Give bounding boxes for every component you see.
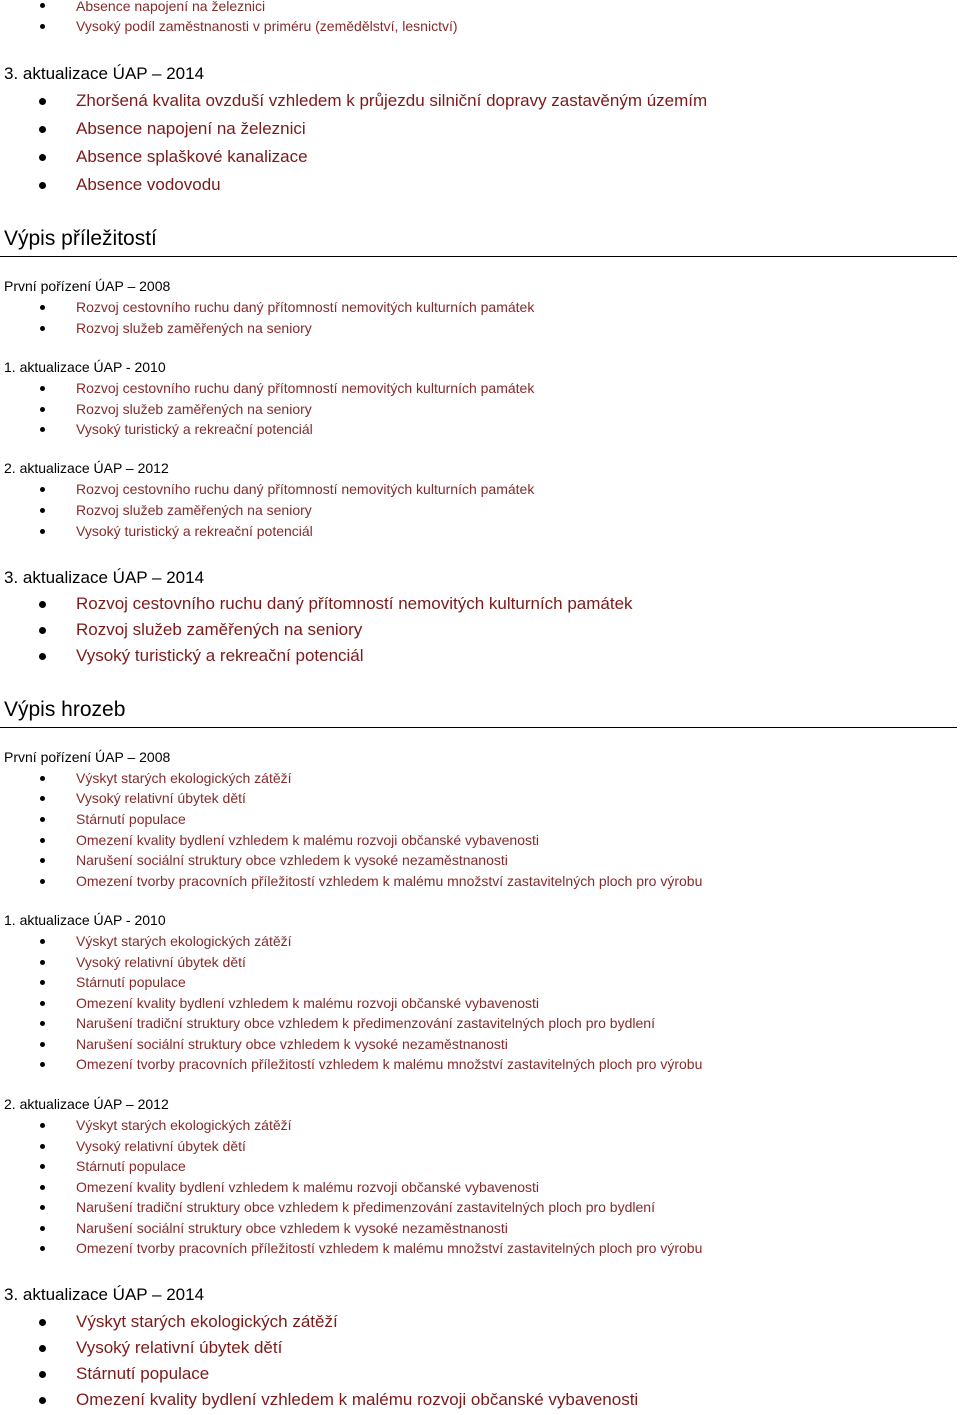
group-label: První pořízení ÚAP – 2008	[4, 749, 171, 765]
group-label: 3. aktualizace ÚAP – 2014	[4, 568, 205, 587]
bullet-icon	[39, 1319, 46, 1326]
list-item: Omezení kvality bydlení vzhledem k malému rozvoji občanské vybavenosti	[76, 1179, 539, 1195]
group-label: 1. aktualizace ÚAP - 2010	[4, 359, 166, 375]
list-item: Stárnutí populace	[76, 811, 186, 827]
bullet-icon	[39, 1345, 46, 1352]
list-item: Absence napojení na železnici	[76, 119, 306, 138]
bullet-icon	[39, 627, 46, 634]
list-item: Rozvoj služeb zaměřených na seniory	[76, 320, 312, 336]
bullet-icon	[39, 601, 46, 608]
bullet-icon	[39, 1397, 46, 1404]
bullet-icon	[40, 3, 45, 8]
bullet-icon	[40, 817, 45, 822]
bullet-icon	[40, 529, 45, 534]
bullet-icon	[40, 427, 45, 432]
bullet-icon	[40, 1205, 45, 1210]
list-item: Omezení tvorby pracovních příležitostí vzhledem k malému množství zastavitelných ploch pro výrobu	[76, 1240, 703, 1256]
bullet-icon	[40, 407, 45, 412]
bullet-icon	[40, 796, 45, 801]
bullet-icon	[39, 98, 46, 105]
bullet-icon	[40, 24, 45, 29]
bullet-icon	[40, 386, 45, 391]
list-item: Omezení kvality bydlení vzhledem k malému rozvoji občanské vybavenosti	[76, 832, 539, 848]
list-item: Absence napojení na železnici	[76, 0, 266, 14]
list-item: Vysoký turistický a rekreační potenciál	[76, 646, 364, 665]
section-title-opportunities: Výpis příležitostí	[4, 227, 157, 250]
bullet-icon	[40, 1021, 45, 1026]
bullet-icon	[40, 1185, 45, 1190]
section-title-threats: Výpis hrozeb	[4, 698, 126, 721]
list-item: Omezení tvorby pracovních příležitostí vzhledem k malému množství zastavitelných ploch pro výrobu	[76, 873, 703, 889]
list-item: Rozvoj cestovního ruchu daný přítomností nemovitých kulturních památek	[76, 594, 633, 613]
list-item: Narušení sociální struktury obce vzhledem k vysoké nezaměstnanosti	[76, 852, 508, 868]
bullet-icon	[39, 154, 46, 161]
bullet-icon	[40, 508, 45, 513]
list-item: Vysoký relativní úbytek dětí	[76, 954, 246, 970]
bullet-icon	[40, 1062, 45, 1067]
bullet-icon	[40, 1123, 45, 1128]
list-item: Vysoký relativní úbytek dětí	[76, 1338, 283, 1357]
bullet-icon	[39, 653, 46, 660]
group-label: První pořízení ÚAP – 2008	[4, 278, 171, 294]
list-item: Omezení tvorby pracovních příležitostí vzhledem k malému množství zastavitelných ploch pro výrobu	[76, 1056, 703, 1072]
list-item: Rozvoj služeb zaměřených na seniory	[76, 502, 312, 518]
bullet-icon	[40, 1042, 45, 1047]
list-item: Výskyt starých ekologických zátěží	[76, 770, 292, 786]
section-rule	[0, 727, 957, 728]
bullet-icon	[40, 776, 45, 781]
list-item: Narušení tradiční struktury obce vzhledem k předimenzování zastavitelných ploch pro bydlení	[76, 1199, 655, 1215]
list-item: Narušení sociální struktury obce vzhledem k vysoké nezaměstnanosti	[76, 1220, 508, 1236]
list-item: Stárnutí populace	[76, 1364, 210, 1383]
bullet-icon	[40, 305, 45, 310]
list-item: Zhoršená kvalita ovzduší vzhledem k průjezdu silniční dopravy zastavěným územím	[76, 91, 708, 110]
group-label: 3. aktualizace ÚAP – 2014	[4, 1285, 205, 1304]
list-item: Vysoký podíl zaměstnanosti v priméru (zemědělství, lesnictví)	[76, 18, 458, 34]
bullet-icon	[40, 1001, 45, 1006]
list-item: Absence splaškové kanalizace	[76, 147, 308, 166]
list-item: Rozvoj cestovního ruchu daný přítomností nemovitých kulturních památek	[76, 481, 535, 497]
list-item: Rozvoj služeb zaměřených na seniory	[76, 620, 363, 639]
list-item: Omezení kvality bydlení vzhledem k malému rozvoji občanské vybavenosti	[76, 1390, 639, 1409]
bullet-icon	[39, 182, 46, 189]
bullet-icon	[40, 838, 45, 843]
section-rule	[0, 256, 957, 257]
list-item: Rozvoj cestovního ruchu daný přítomností nemovitých kulturních památek	[76, 299, 535, 315]
bullet-icon	[40, 1144, 45, 1149]
bullet-icon	[39, 1371, 46, 1378]
bullet-icon	[40, 1164, 45, 1169]
list-item: Narušení sociální struktury obce vzhledem k vysoké nezaměstnanosti	[76, 1036, 508, 1052]
list-item: Vysoký turistický a rekreační potenciál	[76, 523, 313, 539]
bullet-icon	[40, 326, 45, 331]
bullet-icon	[40, 1226, 45, 1231]
list-item: Rozvoj služeb zaměřených na seniory	[76, 401, 312, 417]
group-label: 2. aktualizace ÚAP – 2012	[4, 460, 169, 476]
list-item: Stárnutí populace	[76, 1158, 186, 1174]
list-item: Vysoký relativní úbytek dětí	[76, 1138, 246, 1154]
list-item: Vysoký turistický a rekreační potenciál	[76, 421, 313, 437]
list-item: Stárnutí populace	[76, 974, 186, 990]
list-item: Výskyt starých ekologických zátěží	[76, 933, 292, 949]
bullet-icon	[40, 858, 45, 863]
list-item: Narušení tradiční struktury obce vzhledem k předimenzování zastavitelných ploch pro bydlení	[76, 1015, 655, 1031]
bullet-icon	[40, 487, 45, 492]
list-item: Výskyt starých ekologických zátěží	[76, 1312, 338, 1331]
list-item: Rozvoj cestovního ruchu daný přítomností nemovitých kulturních památek	[76, 380, 535, 396]
bullet-icon	[40, 879, 45, 884]
bullet-icon	[39, 126, 46, 133]
group-label: 2. aktualizace ÚAP – 2012	[4, 1096, 169, 1112]
group-label: 3. aktualizace ÚAP – 2014	[4, 64, 205, 83]
list-item: Absence vodovodu	[76, 175, 221, 194]
group-label: 1. aktualizace ÚAP - 2010	[4, 912, 166, 928]
bullet-icon	[40, 960, 45, 965]
bullet-icon	[40, 939, 45, 944]
list-item: Výskyt starých ekologických zátěží	[76, 1117, 292, 1133]
list-item: Vysoký relativní úbytek dětí	[76, 790, 246, 806]
bullet-icon	[40, 980, 45, 985]
bullet-icon	[40, 1246, 45, 1251]
list-item: Omezení kvality bydlení vzhledem k malému rozvoji občanské vybavenosti	[76, 995, 539, 1011]
